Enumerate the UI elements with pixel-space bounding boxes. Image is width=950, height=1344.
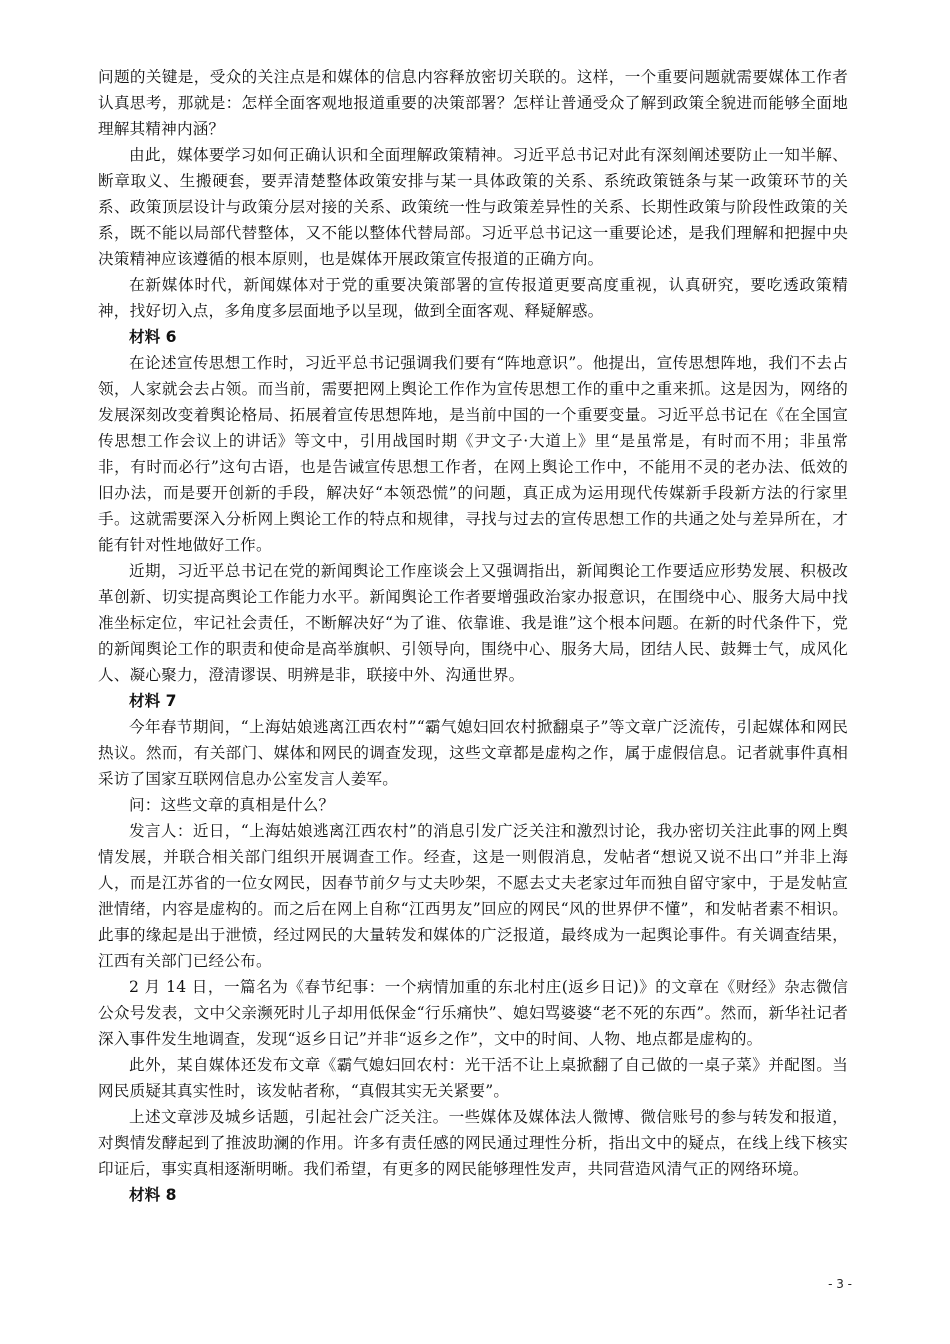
- paragraph: 问：这些文章的真相是什么？: [129, 796, 335, 814]
- paragraph: 2 月 14 日，一篇名为《春节纪事：一个病情加重的东北村庄(返乡日记)》的文章在《财经》杂志微信公众号发表，文中父亲濒死时儿子却用低保金“行乐痛快”、媳妇骂婆婆“老不死的东西”。然而，新华社记者深入事件发生地调查，发现“返乡日记”并非“返乡之作”，文中的时间、人物、地点都是虚构的。: [98, 978, 848, 1048]
- section-heading: 材料 8: [129, 1186, 177, 1204]
- paragraph: 近期，习近平总书记在党的新闻舆论工作座谈会上又强调指出，新闻舆论工作要适应形势发展、积极改革创新、切实提高舆论工作能力水平。新闻舆论工作者要增强政治家办报意识，在围绕中心、服务大局中找准坐标定位，牢记社会责任，不断解决好“为了谁、依靠谁、我是谁”这个根本问题。在新的时代条件下，党的新闻舆论工作的职责和使命是高举旗帜、引领导向，围绕中心、服务大局，团结人民、鼓舞士气，成风化人、凝心聚力，澄清谬误、明辨是非，联接中外、沟通世界。: [98, 562, 848, 684]
- section-heading: 材料 7: [129, 692, 177, 710]
- section-heading: 材料 6: [129, 328, 177, 346]
- document-body: [98, 64, 848, 1208]
- paragraph: 由此，媒体要学习如何正确认识和全面理解政策精神。习近平总书记对此有深刻阐述要防止一知半解、断章取义、生搬硬套，要弄清楚整体政策安排与某一具体政策的关系、系统政策链条与某一政策环节的关系、政策顶层设计与政策分层对接的关系、政策统一性与政策差异性的关系、长期性政策与阶段性政策的关系，既不能以局部代替整体，又不能以整体代替局部。习近平总书记这一重要论述，是我们理解和把握中央决策精神应该遵循的根本原则，也是媒体开展政策宣传报道的正确方向。: [98, 146, 848, 268]
- paragraph: 问题的关键是，受众的关注点是和媒体的信息内容释放密切关联的。这样，一个重要问题就需要媒体工作者认真思考，那就是：怎样全面客观地报道重要的决策部署？怎样让普通受众了解到政策全貌进而能够全面地理解其精神内涵？: [98, 68, 848, 138]
- paragraph: 此外，某自媒体还发布文章《霸气媳妇回农村：光干活不让上桌掀翻了自己做的一桌子菜》并配图。当网民质疑其真实性时，该发帖者称，“真假其实无关紧要”。: [98, 1056, 848, 1100]
- paragraph: 在论述宣传思想工作时，习近平总书记强调我们要有“阵地意识”。他提出，宣传思想阵地，我们不去占领，人家就会去占领。而当前，需要把网上舆论工作作为宣传思想工作的重中之重来抓。这是因为，网络的发展深刻改变着舆论格局、拓展着宣传思想阵地，是当前中国的一个重要变量。习近平总书记在《在全国宣传思想工作会议上的讲话》等文中，引用战国时期《尹文子·大道上》里“是虽常是，有时而不用；非虽常非，有时而必行”这句古语，也是告诫宣传思想工作者，在网上舆论工作中，不能用不灵的老办法、低效的旧办法，而是要开创新的手段，解决好“本领恐慌”的问题，真正成为运用现代传媒新手段新方法的行家里手。这就需要深入分析网上舆论工作的特点和规律，寻找与过去的宣传思想工作的共通之处与差异所在，才能有针对性地做好工作。: [98, 354, 848, 554]
- paragraph: 在新媒体时代，新闻媒体对于党的重要决策部署的宣传报道更要高度重视，认真研究，要吃透政策精神，找好切入点，多角度多层面地予以呈现，做到全面客观、释疑解惑。: [98, 276, 848, 320]
- paragraph: 发言人：近日，“上海姑娘逃离江西农村”的消息引发广泛关注和激烈讨论，我办密切关注此事的网上舆情发展，并联合相关部门组织开展调查工作。经查，这是一则假消息，发帖者“想说又说不出口”并非上海人，而是江苏省的一位女网民，因春节前夕与丈夫吵架，不愿去丈夫老家过年而独自留守家中，于是发帖宣泄情绪，内容是虚构的。而之后在网上自称“江西男友”回应的网民“风的世界伊不懂”，和发帖者素不相识。此事的缘起是出于泄愤，经过网民的大量转发和媒体的广泛报道，最终成为一起舆论事件。有关调查结果，江西有关部门已经公布。: [98, 822, 848, 970]
- page-number: - 3 -: [828, 1277, 852, 1291]
- paragraph: 上述文章涉及城乡话题，引起社会广泛关注。一些媒体及媒体法人微博、微信账号的参与转发和报道，对舆情发酵起到了推波助澜的作用。许多有责任感的网民通过理性分析，指出文中的疑点，在线上线下核实印证后，事实真相逐渐明晰。我们希望，有更多的网民能够理性发声，共同营造风清气正的网络环境。: [98, 1108, 848, 1178]
- paragraph: 今年春节期间，“上海姑娘逃离江西农村”“霸气媳妇回农村掀翻桌子”等文章广泛流传，引起媒体和网民热议。然而，有关部门、媒体和网民的调查发现，这些文章都是虚构之作，属于虚假信息。记者就事件真相采访了国家互联网信息办公室发言人姜军。: [98, 718, 848, 788]
